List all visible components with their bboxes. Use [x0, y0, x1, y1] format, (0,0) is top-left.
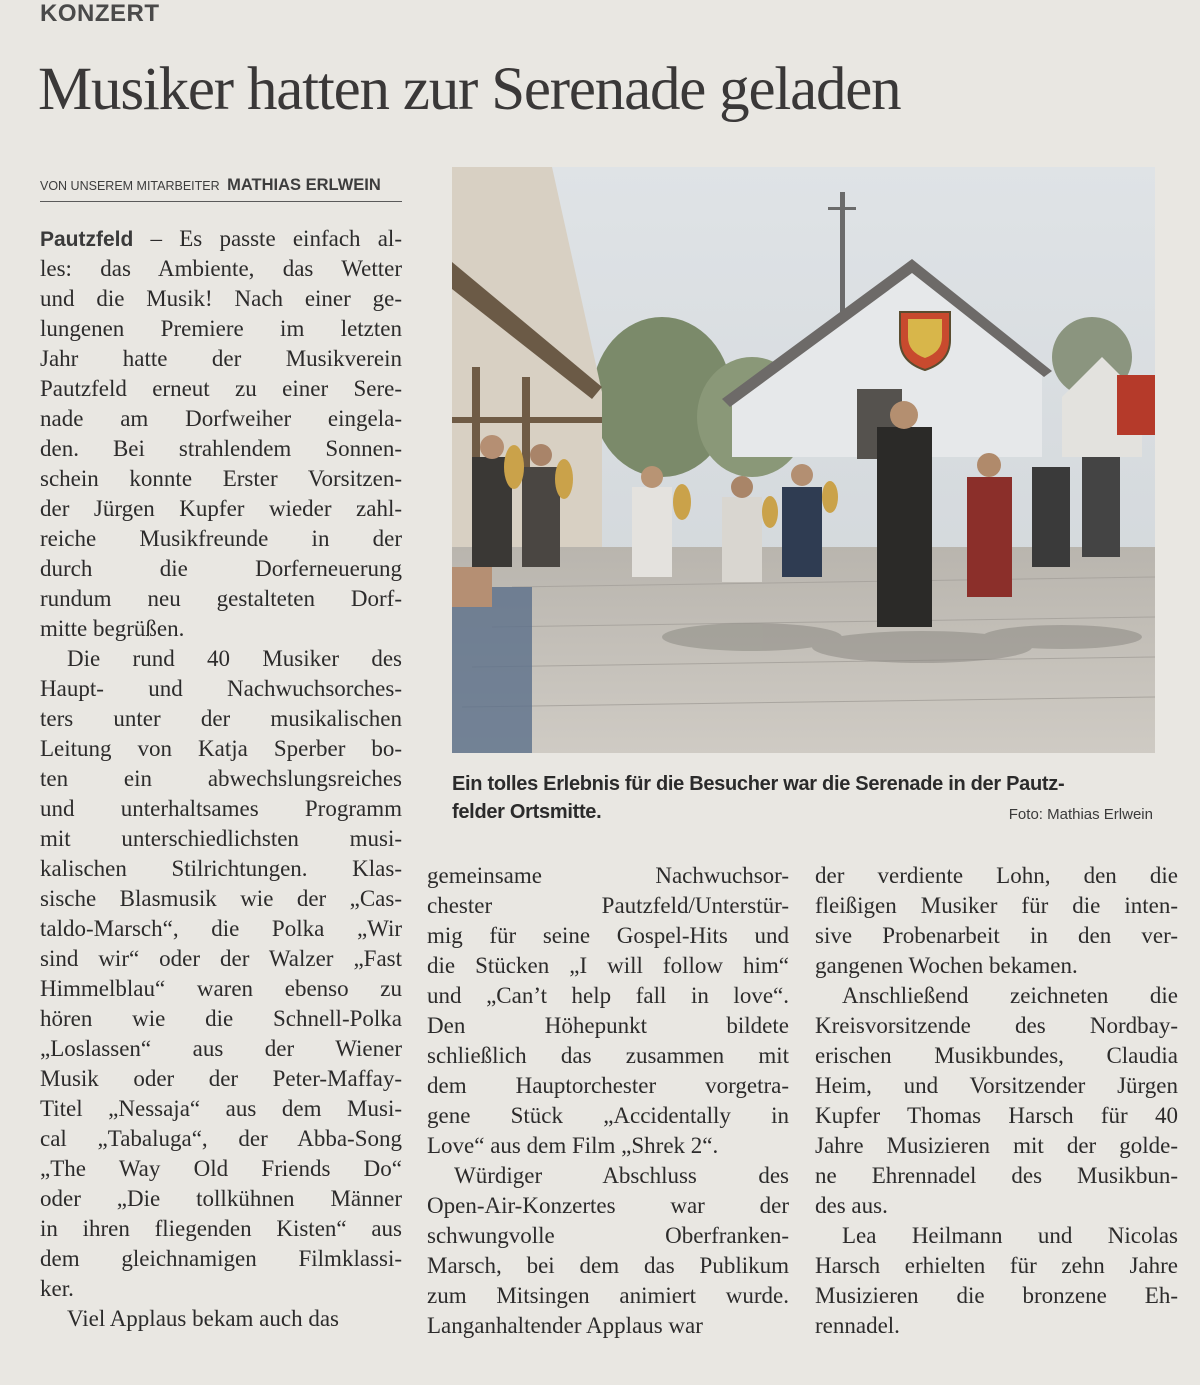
article-line: fleißigen Musiker für die inten-	[815, 893, 1178, 918]
article-line: der Jürgen Kupfer wieder zahl-	[40, 496, 402, 521]
article-line: nade am Dorfweiher eingela-	[40, 406, 402, 431]
article-line: Kupfer Thomas Harsch für 40	[815, 1103, 1178, 1128]
article-line: des aus.	[815, 1193, 888, 1218]
byline	[40, 176, 402, 202]
article-line: Pautzfeld erneut zu einer Sere-	[40, 376, 402, 401]
article-line: Jahr hatte der Musikverein	[40, 346, 402, 371]
article-line: „The Way Old Friends Do“	[40, 1156, 402, 1181]
article-line: gemeinsame Nachwuchsor-	[427, 863, 789, 888]
article-line: Die rund 40 Musiker des	[67, 646, 402, 671]
article-line: reiche Musikfreunde in der	[40, 526, 402, 551]
article-line: ten ein abwechslungsreiches	[40, 766, 402, 791]
article-line: rundum neu gestalteten Dorf-	[40, 586, 402, 611]
article-line: Jahre Musizieren mit der golde-	[815, 1133, 1178, 1158]
concert-photo	[452, 167, 1155, 753]
article-line: chester Pautzfeld/Unterstür-	[427, 893, 789, 918]
article-line: sind wir“ oder der Walzer „Fast	[40, 946, 402, 971]
byline-author: MATHIAS ERLWEIN	[227, 176, 381, 194]
concert-photo-illustration	[452, 167, 1155, 753]
dateline: Pautzfeld	[40, 228, 134, 251]
article-line: und die Musik! Nach einer ge-	[40, 286, 402, 311]
byline-prefix: VON UNSEREM MITARBEITER	[40, 179, 220, 193]
article-line: Marsch, bei dem das Publikum	[427, 1253, 789, 1278]
article-line: les: das Ambiente, das Wetter	[40, 256, 402, 281]
article-line: gene Stück „Accidentally in	[427, 1103, 789, 1128]
article-line: taldo-Marsch“, die Polka „Wir	[40, 916, 402, 941]
photo-caption-block	[452, 770, 1155, 826]
article-line-text: – Es passte einfach al-	[133, 226, 402, 251]
article-line: Musik oder der Peter-Maffay-	[40, 1066, 402, 1091]
article-line: schließlich das zusammen mit	[427, 1043, 789, 1068]
article-line: und unterhaltsames Programm	[40, 796, 402, 821]
article-line: durch die Dorferneuerung	[40, 556, 402, 581]
article-line: schein konnte Erster Vorsitzen-	[40, 466, 402, 491]
article-line: mig für seine Gospel-Hits und	[427, 923, 789, 948]
article-line: mit unterschiedlichsten musi-	[40, 826, 402, 851]
article-column-1	[40, 224, 402, 1334]
article-line: Anschließend zeichneten die	[842, 983, 1178, 1008]
article-line: und „Can’t help fall in love“.	[427, 983, 789, 1008]
article-line: ne Ehrennadel des Musikbun-	[815, 1163, 1178, 1188]
article-line: Würdiger Abschluss des	[454, 1163, 789, 1188]
article-column-3	[815, 861, 1178, 1341]
article-line: Titel „Nessaja“ aus dem Musi-	[40, 1096, 402, 1121]
article-line: rennadel.	[815, 1313, 900, 1338]
photo-caption-line: Ein tolles Erlebnis für die Besucher war die Serenade in der Pautz-	[452, 773, 1065, 795]
article-line: der verdiente Lohn, den die	[815, 863, 1178, 888]
article-line: zum Mitsingen animiert wurde.	[427, 1283, 789, 1308]
headline: Musiker hatten zur Serenade geladen	[38, 56, 901, 123]
article-line: den. Bei strahlendem Sonnen-	[40, 436, 402, 461]
article-line: Leitung von Katja Sperber bo-	[40, 736, 402, 761]
article-line: Love“ aus dem Film „Shrek 2“.	[427, 1133, 719, 1158]
article-line: oder „Die tollkühnen Männer	[40, 1186, 402, 1211]
photo-credit: Foto: Mathias Erlwein	[1008, 806, 1153, 823]
article-line: Lea Heilmann und Nicolas	[842, 1223, 1178, 1248]
band-crest-icon	[900, 312, 950, 370]
article-line: hören wie die Schnell-Polka	[40, 1006, 402, 1031]
article-line: Haupt- und Nachwuchsorches-	[40, 676, 402, 701]
article-line: erischen Musikbundes, Claudia	[815, 1043, 1178, 1068]
section-kicker: KONZERT	[40, 0, 160, 27]
article-line: „Loslassen“ aus der Wiener	[40, 1036, 402, 1061]
article-line: lungenen Premiere im letzten	[40, 316, 402, 341]
article-line: Viel Applaus bekam auch das	[67, 1306, 339, 1331]
article-line: Open-Air-Konzertes war der	[427, 1193, 789, 1218]
article-line: sive Probenarbeit in den ver-	[815, 923, 1178, 948]
article-line: Den Höhepunkt bildete	[427, 1013, 789, 1038]
article-line: kalischen Stilrichtungen. Klas-	[40, 856, 402, 881]
article-line	[40, 224, 402, 254]
article-line: dem gleichnamigen Filmklassi-	[40, 1246, 402, 1271]
article-line: Heim, und Vorsitzender Jürgen	[815, 1073, 1178, 1098]
article-line: Langanhaltender Applaus war	[427, 1313, 703, 1338]
article-line: Himmelblau“ waren ebenso zu	[40, 976, 402, 1001]
article-line: in ihren fliegenden Kisten“ aus	[40, 1216, 402, 1241]
article-line: ters unter der musikalischen	[40, 706, 402, 731]
article-line: ker.	[40, 1276, 74, 1301]
article-line: Musizieren die bronzene Eh-	[815, 1283, 1178, 1308]
article-line: dem Hauptorchester vorgetra-	[427, 1073, 789, 1098]
article-line: gangenen Wochen bekamen.	[815, 953, 1078, 978]
article-line: Kreisvorsitzende des Nordbay-	[815, 1013, 1178, 1038]
article-line: schwungvolle Oberfranken-	[427, 1223, 789, 1248]
article-line: sische Blasmusik wie der „Cas-	[40, 886, 402, 911]
article-line: Harsch erhielten für zehn Jahre	[815, 1253, 1178, 1278]
article-line: mitte begrüßen.	[40, 616, 185, 641]
photo-caption-line: felder Ortsmitte.	[452, 801, 602, 823]
article-line: cal „Tabaluga“, der Abba-Song	[40, 1126, 402, 1151]
article-column-2	[427, 861, 789, 1341]
article-line: die Stücken „I will follow him“	[427, 953, 789, 978]
